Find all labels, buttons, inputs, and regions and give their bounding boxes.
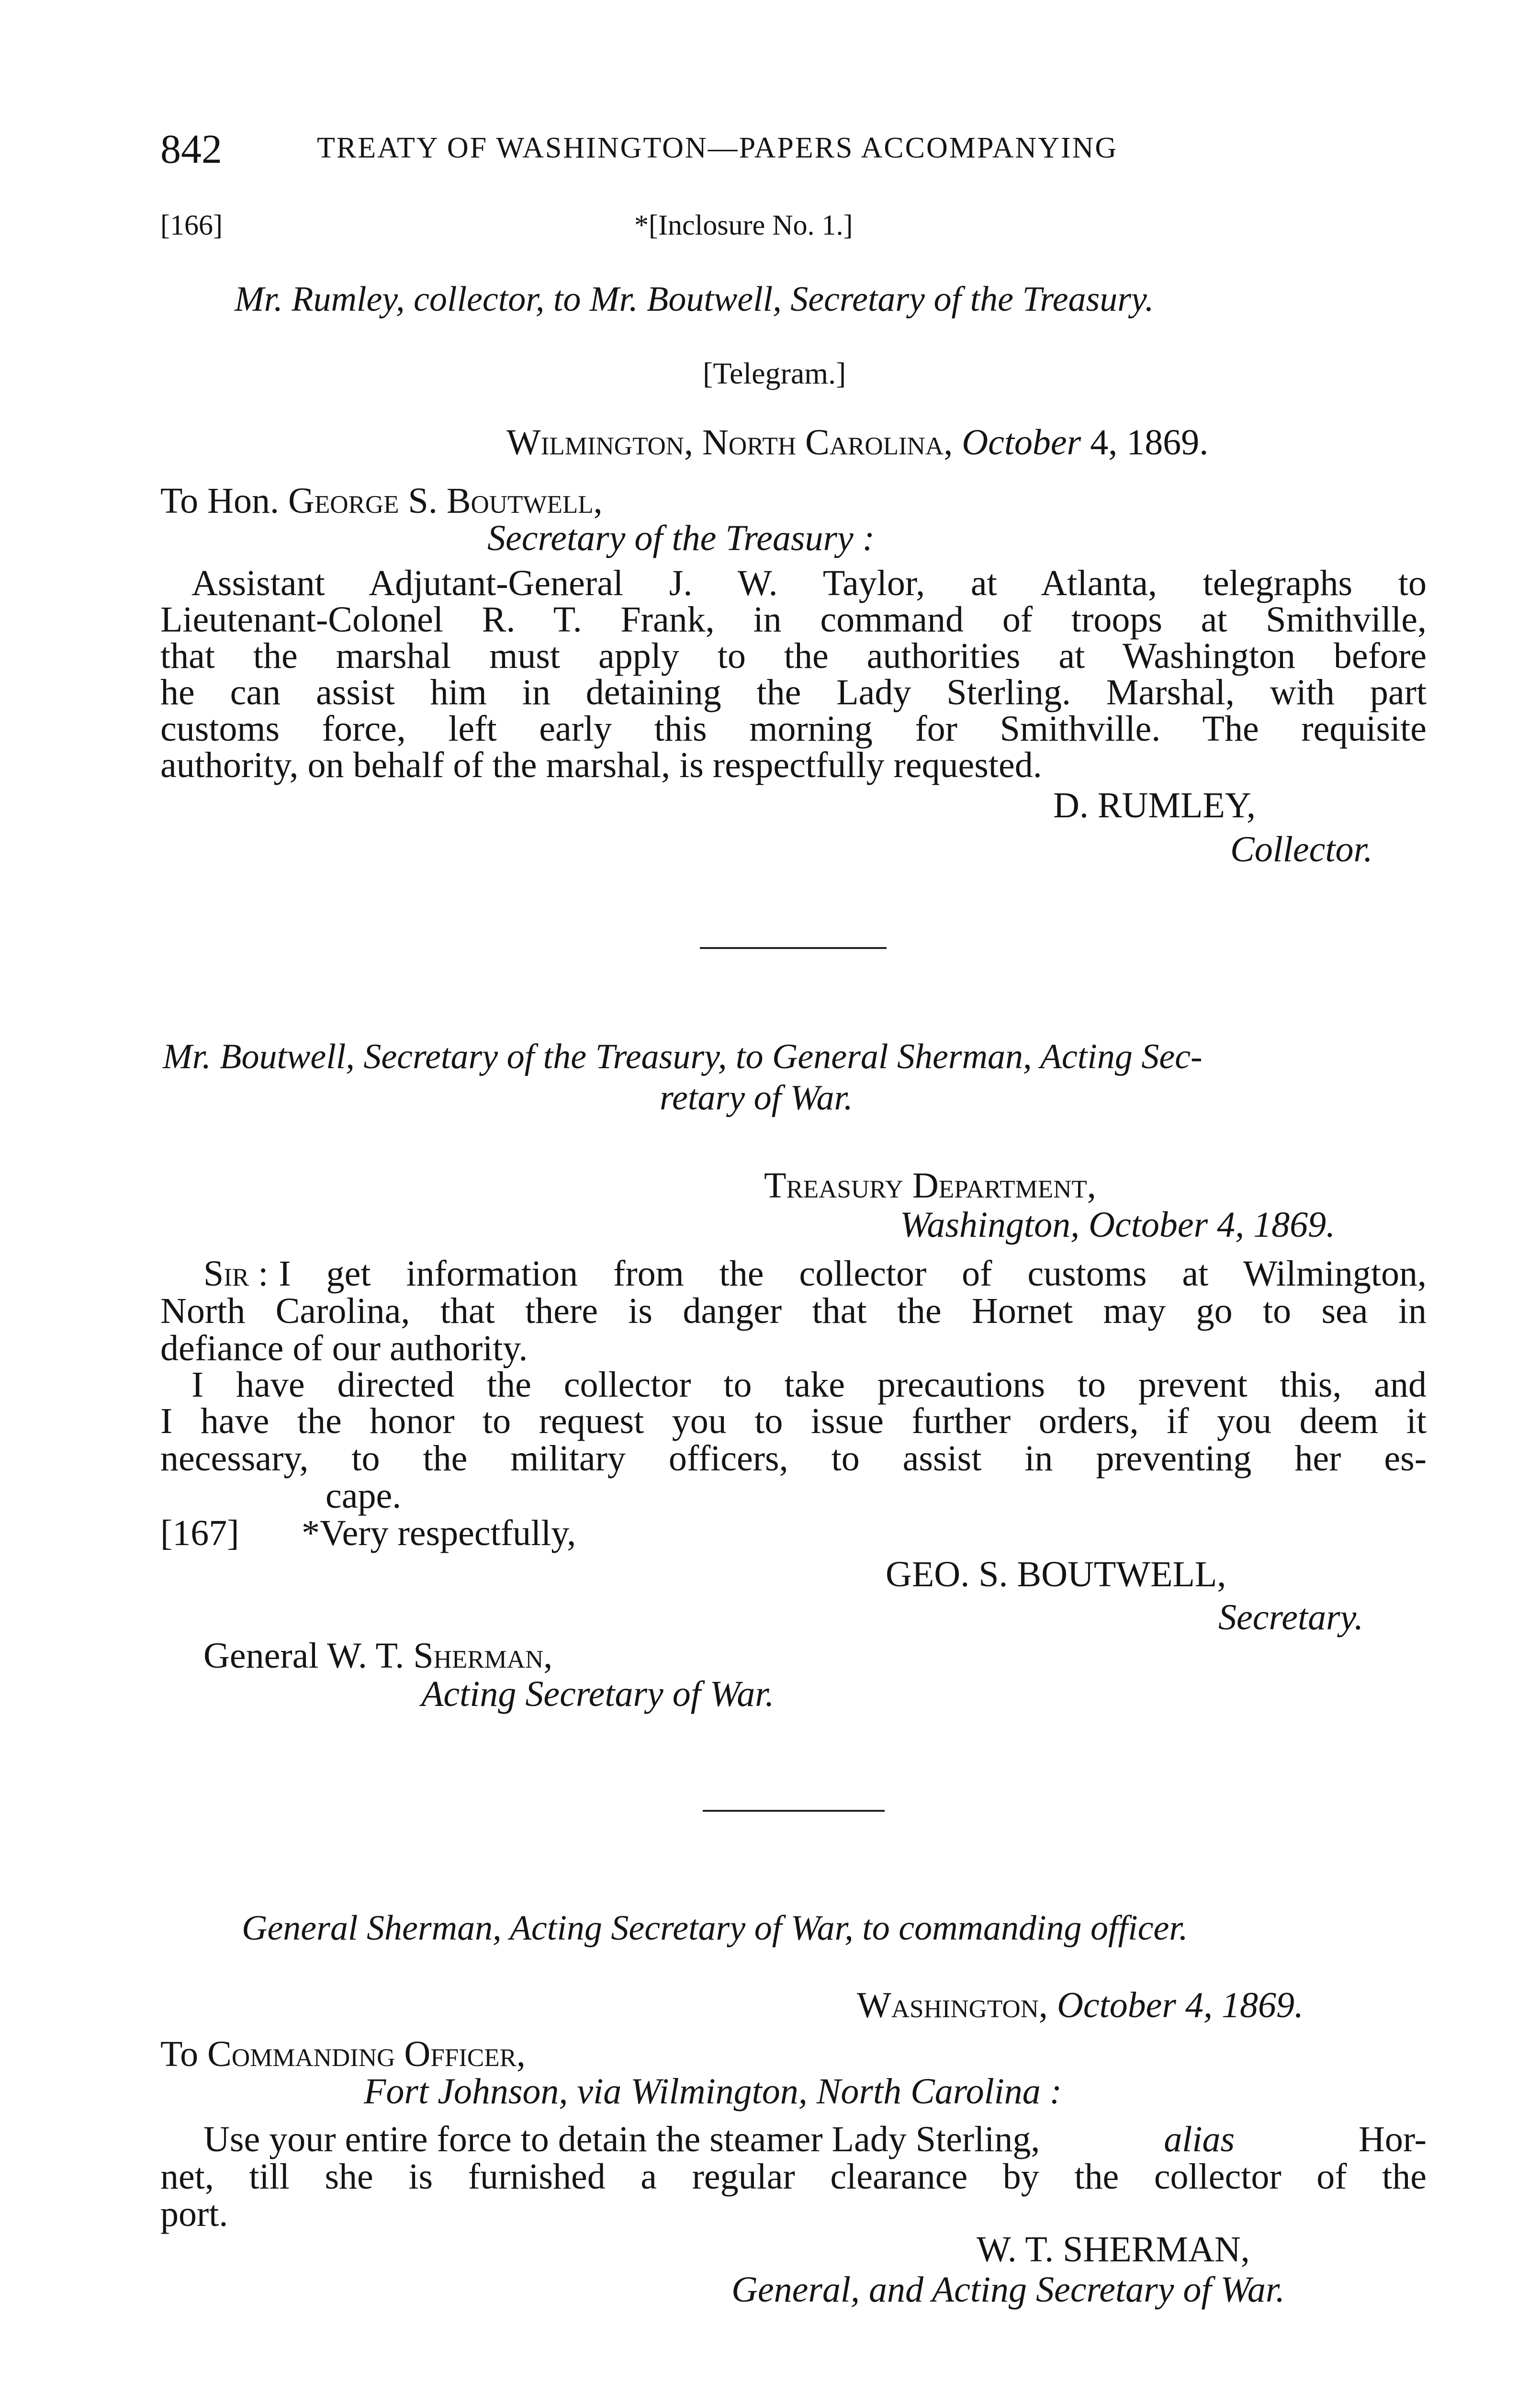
- doc2-department: Treasury Department,: [764, 1165, 1096, 1206]
- doc3-body-part2: Hor-: [1359, 2119, 1427, 2159]
- doc2-body-line: cape.: [326, 1476, 402, 1516]
- doc2-addressee: [203, 1637, 552, 1674]
- doc3-title: General Sherman, Acting Secretary of War, to commanding officer.: [242, 1908, 1188, 1948]
- doc1-body-line: Lieutenant-Colonel R. T. Frank, in command of troops at Smithville,: [160, 599, 1427, 640]
- doc1-telegram: [Telegram.]: [703, 356, 846, 390]
- doc1-to-line: [160, 483, 603, 519]
- doc2-addressee-prefix: General W. T.: [203, 1636, 405, 1676]
- doc3-body-line: port.: [160, 2194, 228, 2234]
- doc2-salutation: Sir :: [203, 1253, 269, 1294]
- section-divider: [703, 1810, 885, 1812]
- doc2-addressee-name: Sherman,: [413, 1636, 553, 1676]
- doc1-body-line: he can assist him in detaining the Lady Sterling. Marshal, with part: [160, 672, 1427, 712]
- doc3-body-line: net, till she is furnished a regular clearance by the collector of the: [160, 2157, 1427, 2197]
- doc2-body-text: I get information from the collector of customs at Wilmington,: [279, 1253, 1427, 1294]
- doc2-body-line: defiance of our authority.: [160, 1328, 528, 1368]
- doc1-signature-title: Collector.: [1230, 829, 1373, 870]
- doc3-to-name: Commanding Officer,: [207, 2034, 526, 2074]
- doc3-dateline: [857, 1987, 1304, 2023]
- doc3-dateline-place: Washington,: [857, 1985, 1048, 2025]
- doc3-to-prefix: To: [160, 2034, 199, 2074]
- doc1-body-line: that the marshal must apply to the authorities at Washington before: [160, 636, 1427, 676]
- doc1-to-prefix: To Hon.: [160, 481, 280, 521]
- doc3-to-location: Fort Johnson, via Wilmington, North Carolina :: [364, 2071, 1062, 2112]
- doc2-signature: GEO. S. BOUTWELL,: [886, 1554, 1226, 1594]
- doc3-body-line: [203, 2121, 1427, 2157]
- doc2-title-line2: retary of War.: [660, 1078, 853, 1118]
- doc2-body-line: necessary, to the military officers, to assist in preventing her es-: [160, 1438, 1427, 1479]
- doc1-body-line: authority, on behalf of the marshal, is respectfully requested.: [160, 745, 1042, 785]
- inclosure-label: *[Inclosure No. 1.]: [634, 209, 853, 241]
- doc1-body-line: Assistant Adjutant-General J. W. Taylor, at Atlanta, telegraphs to: [191, 563, 1427, 603]
- running-title: TREATY OF WASHINGTON—PAPERS ACCOMPANYING: [317, 132, 1118, 164]
- doc1-body-line: customs force, left early this morning for Smithville. The requisite: [160, 709, 1427, 749]
- doc3-signature-title: General, and Acting Secretary of War.: [731, 2270, 1285, 2310]
- doc2-body-line: [203, 1255, 1427, 1292]
- doc3-body-part1: Use your entire force to detain the steamer Lady Sterling,: [203, 2119, 1040, 2159]
- doc2-signature-title: Secretary.: [1218, 1597, 1364, 1637]
- doc2-body-line: I have the honor to request you to issue further orders, if you deem it: [160, 1401, 1427, 1441]
- doc1-signature: D. RUMLEY,: [1053, 785, 1256, 825]
- doc1-title: Mr. Rumley, collector, to Mr. Boutwell, Secretary of the Treasury.: [235, 280, 1154, 319]
- doc2-dateline: Washington, October 4, 1869.: [900, 1205, 1336, 1245]
- doc2-body-line: North Carolina, that there is danger that the Hornet may go to sea in: [160, 1291, 1427, 1331]
- doc2-body-line: I have directed the collector to take precautions to prevent this, and: [191, 1365, 1427, 1405]
- section-divider: [700, 947, 887, 949]
- doc2-title-line1: Mr. Boutwell, Secretary of the Treasury, to General Sherman, Acting Sec-: [163, 1037, 1203, 1076]
- doc1-to-name: George S. Boutwell,: [288, 481, 603, 521]
- doc1-date-rest: 4, 1869.: [1090, 422, 1209, 463]
- page-number: 842: [160, 126, 222, 172]
- doc2-closing: *Very respectfully,: [302, 1513, 576, 1553]
- doc3-dateline-date: October 4, 1869.: [1057, 1985, 1304, 2025]
- doc1-to-title: Secretary of the Treasury :: [487, 518, 875, 558]
- doc3-body-alias: alias: [1164, 2119, 1235, 2159]
- doc1-place: Wilmington, North Carolina,: [506, 422, 953, 463]
- page-marker-167: [167]: [160, 1513, 239, 1553]
- doc1-date-month: October: [962, 422, 1081, 463]
- doc3-to-line: [160, 2036, 526, 2072]
- doc1-place-date: [506, 424, 1208, 461]
- doc3-signature: W. T. SHERMAN,: [977, 2229, 1250, 2270]
- page-marker-166: [166]: [160, 209, 223, 241]
- doc2-addressee-title: Acting Secretary of War.: [421, 1674, 775, 1714]
